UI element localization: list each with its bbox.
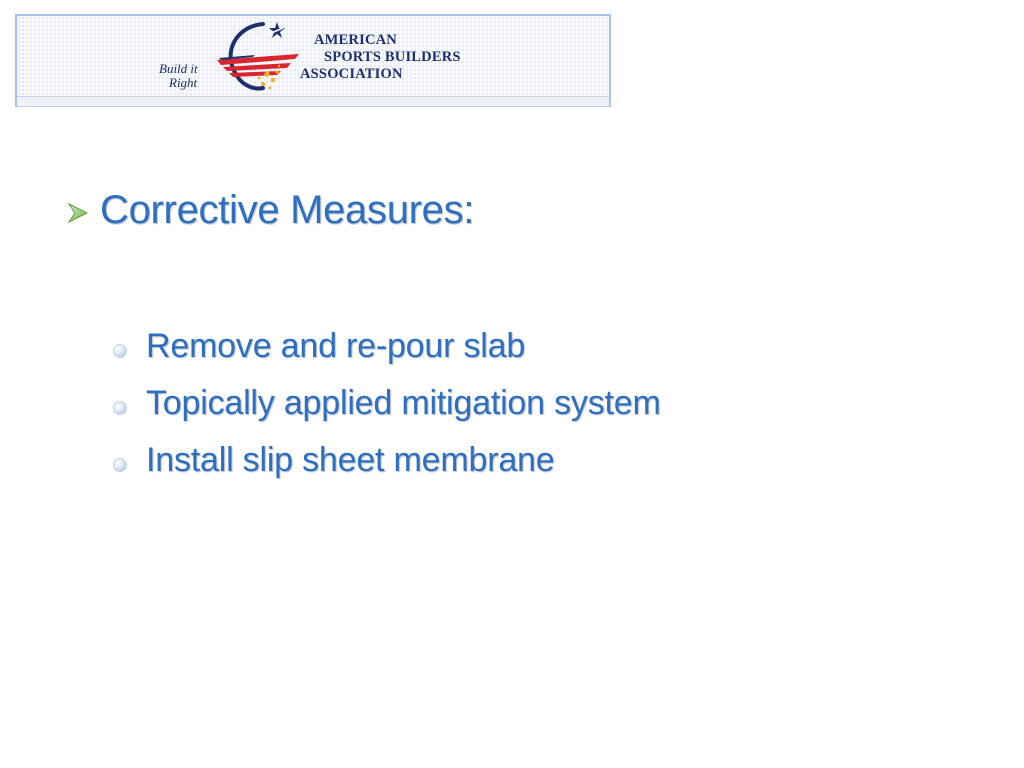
- heading-bullet: [66, 188, 474, 233]
- org-name-line2: SPORTS BUILDERS: [324, 49, 461, 65]
- tagline-line1: Build it: [159, 61, 198, 76]
- org-name-line3: ASSOCIATION: [300, 66, 403, 82]
- list-item-text: Install slip sheet membrane: [146, 441, 555, 479]
- bullet-dot-icon: [114, 459, 126, 471]
- arrow-bullet-icon: [66, 201, 90, 225]
- list-item-text: Remove and re-pour slab: [146, 327, 526, 365]
- logo-tagline: [159, 62, 219, 90]
- banner-band: [17, 96, 609, 107]
- section-heading: Corrective Measures:: [100, 188, 475, 232]
- list-item: [114, 375, 661, 432]
- tagline-line2: Right: [169, 75, 198, 90]
- bullet-dot-icon: [114, 402, 126, 414]
- measures-list: [114, 318, 661, 489]
- list-item: [114, 318, 661, 375]
- org-name-line1: AMERICAN: [314, 32, 397, 48]
- bullet-dot-icon: [114, 345, 126, 357]
- logo-banner: [15, 14, 611, 107]
- logo-org-name: [300, 32, 461, 83]
- list-item-text: Topically applied mitigation system: [146, 384, 661, 422]
- list-item: [114, 432, 661, 489]
